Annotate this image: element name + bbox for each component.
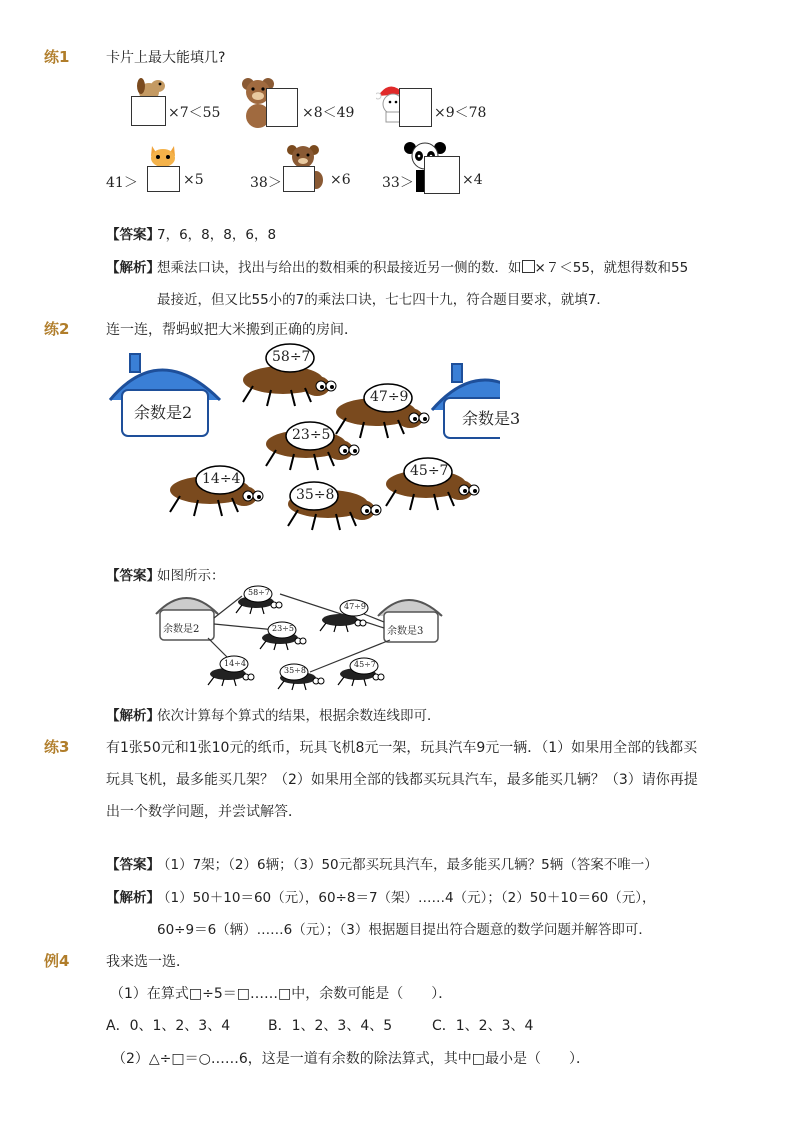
- ex3-answer: （1）7架；（2）6辆；（3）50元都买玩具汽车，最多能买几辆？5辆（答案不唯一）: [157, 857, 658, 873]
- ex1-tag: 练1: [44, 48, 70, 66]
- ex1-question: 卡片上最大能填几?: [106, 50, 226, 66]
- ant-4-expr: 14÷4: [202, 471, 241, 487]
- ex4-option-a[interactable]: A．0、1、2、3、4: [106, 1018, 231, 1034]
- ex4-option-b[interactable]: B．1、2、3、4、5: [268, 1018, 393, 1034]
- cat-icon: [146, 142, 180, 168]
- ex1-analysis-line1: [157, 256, 688, 276]
- ex3-q2: 玩具飞机，最多能买几架？（2）如果用全部的钱都买玩具汽车，最多能买几辆？（3）请你再提: [106, 772, 698, 788]
- answer-ant-1: 58÷7: [248, 588, 270, 597]
- answer-ant-3: 23÷5: [272, 624, 294, 633]
- answer-house-right-label: 余数是3: [387, 626, 424, 637]
- answer-ant-2: 47÷9: [344, 602, 366, 611]
- inline-box: [522, 260, 535, 273]
- card-4-prefix: 41＞: [106, 175, 138, 191]
- answer-diagram: [150, 580, 450, 698]
- answer-card-1[interactable]: [131, 96, 166, 126]
- ex2-tag: 练2: [44, 320, 70, 338]
- ex2-question: 连一连，帮蚂蚁把大米搬到正确的房间．: [106, 322, 358, 338]
- answer-card-2[interactable]: [266, 88, 298, 127]
- ex1-analysis-1b: ×７＜55，就想得数和55: [534, 260, 689, 276]
- ex2-answer: 如图所示：: [157, 568, 225, 584]
- answer-card-5[interactable]: [283, 166, 315, 192]
- answer-ant-4: 14÷4: [224, 659, 246, 668]
- ex3-analysis-1: （1）50＋10＝60（元），60÷8＝7（架）……4（元）；（2）50＋10＝60（元），: [157, 890, 656, 906]
- ex1-answer: 7，6，8，8，6，8: [157, 227, 277, 243]
- house-left-label: 余数是2: [134, 403, 193, 422]
- ex1-analysis-1a: 想乘法口诀，找出与给出的数相乘的积最接近另一侧的数．如: [157, 260, 522, 276]
- answer-card-6[interactable]: [424, 156, 460, 194]
- ex3-tag: 练3: [44, 738, 70, 756]
- ex3-analysis-2: 60÷9＝6（辆）……6（元）；（3）根据题目提出符合题意的数学问题并解答即可．: [157, 922, 652, 938]
- ex4-q1: （1）在算式□÷5＝□……□中，余数可能是（ ）．: [110, 986, 453, 1002]
- card-6-expr: ×4: [462, 172, 483, 188]
- ex2-answer-label: 【答案】: [106, 568, 160, 584]
- house-right-label: 余数是3: [462, 409, 521, 428]
- answer-ant-6: 45÷7: [354, 660, 376, 669]
- ex3-q1: 有1张50元和1张10元的纸币，玩具飞机8元一架，玩具汽车9元一辆．（1）如果用全部的钱都买: [106, 740, 698, 756]
- ex1-analysis-line2: 最接近，但又比55小的7的乘法口诀，七七四十九，符合题目要求，就填7．: [157, 292, 610, 308]
- ex3-q3: 出一个数学问题，并尝试解答．: [106, 804, 302, 820]
- ex2-analysis-label: 【解析】: [106, 708, 160, 724]
- card-3-expr: ×9＜78: [434, 105, 487, 121]
- ant-6-expr: 45÷7: [410, 463, 449, 479]
- ant-3-expr: 23÷5: [292, 427, 331, 443]
- house-left: [110, 354, 220, 436]
- ex4-tag: 例4: [44, 952, 70, 970]
- card-5-prefix: 38＞: [250, 175, 282, 191]
- ex1-analysis-label: 【解析】: [106, 260, 160, 276]
- card-2-expr: ×8＜49: [302, 105, 355, 121]
- ex4-option-c[interactable]: C．1、2、3、4: [432, 1018, 534, 1034]
- card-5-expr: ×6: [330, 172, 351, 188]
- ant-1-expr: 58÷7: [272, 349, 311, 365]
- card-1-expr: ×7＜55: [168, 105, 221, 121]
- ex1-answer-label: 【答案】: [106, 227, 160, 243]
- ant-5-expr: 35÷8: [296, 487, 335, 503]
- answer-ant-5: 35÷8: [284, 666, 306, 675]
- answer-house-left-label: 余数是2: [163, 624, 200, 635]
- ex4-question: 我来选一选．: [106, 954, 190, 970]
- card-6-prefix: 33＞: [382, 175, 414, 191]
- ex3-analysis-label: 【解析】: [106, 890, 160, 906]
- ex4-q2: （2）△÷□＝○……6，这是一道有余数的除法算式，其中□最小是（ ）．: [112, 1051, 590, 1067]
- ex3-answer-label: 【答案】: [106, 857, 160, 873]
- card-4-expr: ×5: [183, 172, 204, 188]
- ant-2-expr: 47÷9: [370, 389, 409, 405]
- ex2-analysis: 依次计算每个算式的结果，根据余数连线即可．: [157, 708, 441, 724]
- answer-card-4[interactable]: [147, 166, 180, 192]
- answer-card-3[interactable]: [399, 88, 432, 127]
